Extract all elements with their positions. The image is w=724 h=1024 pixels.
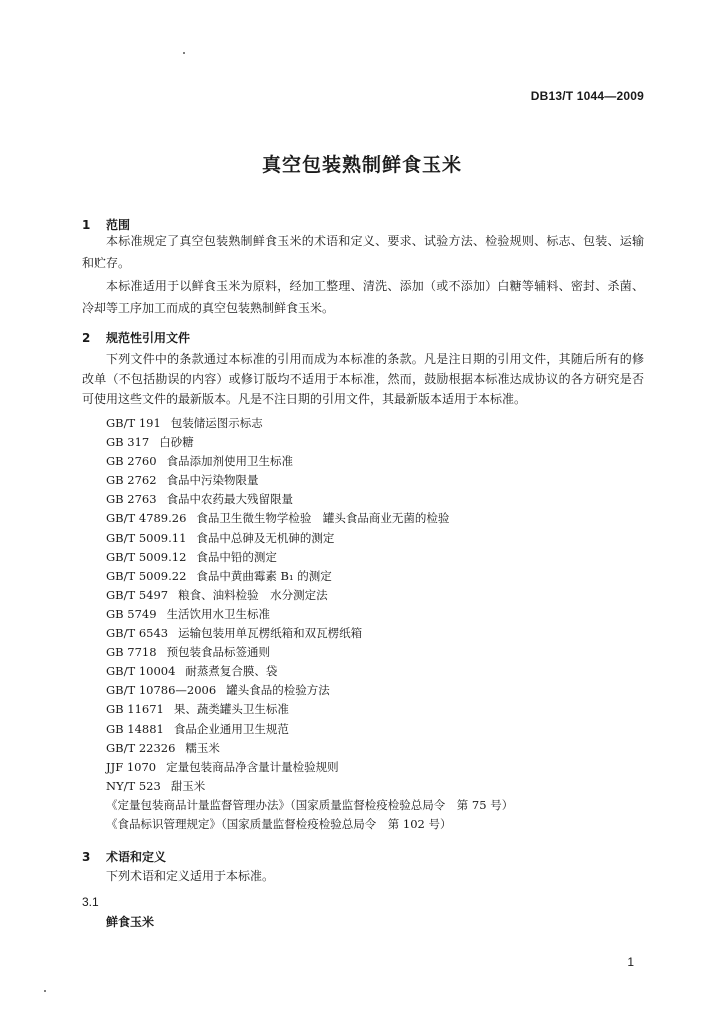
reference-title: 食品中污染物限量: [166, 473, 259, 488]
list-item: [106, 452, 513, 471]
list-item: [106, 720, 513, 739]
section-title: 范围: [106, 218, 131, 232]
list-item: [106, 815, 513, 834]
paragraph: 本标准适用于以鲜食玉米为原料，经加工整理、清洗、添加（或不添加）白糖等辅料、密封、杀菌、冷却等工序加工而成的真空包装熟制鲜食玉米。: [82, 279, 644, 315]
reference-title: 食品卫生微生物学检验 罐头食品商业无菌的检验: [196, 511, 450, 526]
section-number: 3: [82, 850, 91, 864]
term-heading: 鲜食玉米: [106, 915, 155, 929]
reference-title: 食品中黄曲霉素 B₁ 的测定: [196, 568, 332, 583]
reference-title: 食品添加剂使用卫生标准: [166, 454, 294, 469]
reference-code: GB/T 5497: [106, 587, 169, 602]
document-code: DB13/T 1044—2009: [530, 89, 644, 103]
reference-title: 定量包装商品净含量计量检验规则: [166, 759, 339, 774]
reference-title: 《定量包装商品计量监督管理办法》（国家质量监督检疫检验总局令 第 75 号）: [106, 797, 514, 812]
list-item: [106, 414, 513, 433]
reference-title: 果、蔬类罐头卫生标准: [173, 702, 289, 717]
reference-code: GB/T 191: [106, 416, 161, 430]
list-item: [106, 758, 513, 777]
section-2-heading: [82, 329, 190, 346]
paragraph: 本标准规定了真空包装熟制鲜食玉米的术语和定义、要求、试验方法、检验规则、标志、包装、运输和贮存。: [82, 234, 644, 270]
list-item: [106, 490, 513, 509]
reference-code: GB/T 5009.12: [106, 549, 187, 564]
reference-code: GB 317: [106, 435, 150, 450]
scan-speck: [44, 990, 46, 992]
subsection-number: 3.1: [82, 895, 99, 909]
reference-code: GB 2762: [106, 473, 157, 488]
reference-title: 食品中总砷及无机砷的测定: [196, 530, 335, 545]
list-item: [106, 433, 513, 452]
list-item: [106, 662, 513, 681]
reference-title: 食品企业通用卫生规范: [173, 721, 289, 736]
reference-code: GB 2763: [106, 492, 157, 507]
list-item: [106, 796, 513, 815]
list-item: [106, 529, 513, 548]
list-item: [106, 567, 513, 586]
list-item: [106, 777, 513, 796]
section-number: 1: [82, 218, 91, 232]
reference-title: 预包装食品标签通则: [166, 645, 271, 660]
list-item: [106, 548, 513, 567]
reference-code: JJF 1070: [106, 759, 157, 774]
reference-title: 生活饮用水卫生标准: [166, 606, 271, 621]
list-item: [106, 509, 513, 528]
list-item: [106, 739, 513, 758]
reference-code: NY/T 523: [106, 778, 161, 793]
paragraph: 下列术语和定义适用于本标准。: [106, 869, 275, 883]
reference-code: GB/T 6543: [106, 626, 169, 641]
reference-title: 耐蒸煮复合膜、袋: [185, 664, 278, 679]
section-3-heading: [82, 848, 166, 865]
list-item: [106, 605, 513, 624]
section-title: 术语和定义: [106, 850, 167, 864]
reference-code: GB/T 5009.22: [106, 568, 187, 583]
reference-title: 运输包装用单瓦楞纸箱和双瓦楞纸箱: [178, 626, 363, 641]
reference-code: GB/T 22326: [106, 740, 176, 755]
section-title: 规范性引用文件: [106, 331, 191, 345]
list-item: [106, 471, 513, 490]
list-item: [106, 586, 513, 605]
reference-code: GB 2760: [106, 454, 157, 469]
scan-speck: [183, 52, 185, 54]
reference-title: 粮食、油料检验 水分测定法: [178, 587, 328, 602]
reference-title: 食品中农药最大残留限量: [166, 492, 294, 507]
reference-title: 糯玉米: [185, 740, 220, 755]
list-item: [106, 643, 513, 662]
list-item: [106, 624, 513, 643]
reference-title: 罐头食品的检验方法: [226, 683, 330, 698]
list-item: [106, 700, 513, 719]
reference-title: 白砂糖: [159, 435, 194, 450]
reference-code: GB 14881: [106, 721, 164, 736]
page-number: 1: [627, 955, 634, 969]
reference-title: 包装储运图示标志: [170, 416, 263, 430]
paragraph: 下列文件中的条款通过本标准的引用而成为本标准的条款。凡是注日期的引用文件，其随后所有的修改单（不包括勘误的内容）或修订版均不适用于本标准，然而，鼓励根据本标准达成协议的各方研究是否可使用这些文件的最新版本。凡是不注日期的引用文件，其最新版本适用于本标准。: [82, 352, 644, 406]
reference-title: 《食品标识管理规定》（国家质量监督检疫检验总局令 第 102 号）: [106, 816, 452, 831]
reference-code: GB/T 4789.26: [106, 511, 187, 526]
reference-code: GB/T 10004: [106, 664, 176, 679]
reference-title: 甜玉米: [170, 778, 206, 793]
reference-code: GB/T 5009.11: [106, 530, 187, 545]
reference-code: GB/T 10786—2006: [106, 683, 217, 698]
document-title: 真空包装熟制鲜食玉米: [261, 154, 462, 176]
reference-code: GB 5749: [106, 606, 157, 621]
reference-list: [106, 414, 513, 834]
reference-code: GB 7718: [106, 645, 157, 660]
list-item: [106, 681, 513, 700]
reference-code: GB 11671: [106, 702, 164, 717]
reference-title: 食品中铅的测定: [196, 549, 277, 564]
section-number: 2: [82, 331, 91, 345]
